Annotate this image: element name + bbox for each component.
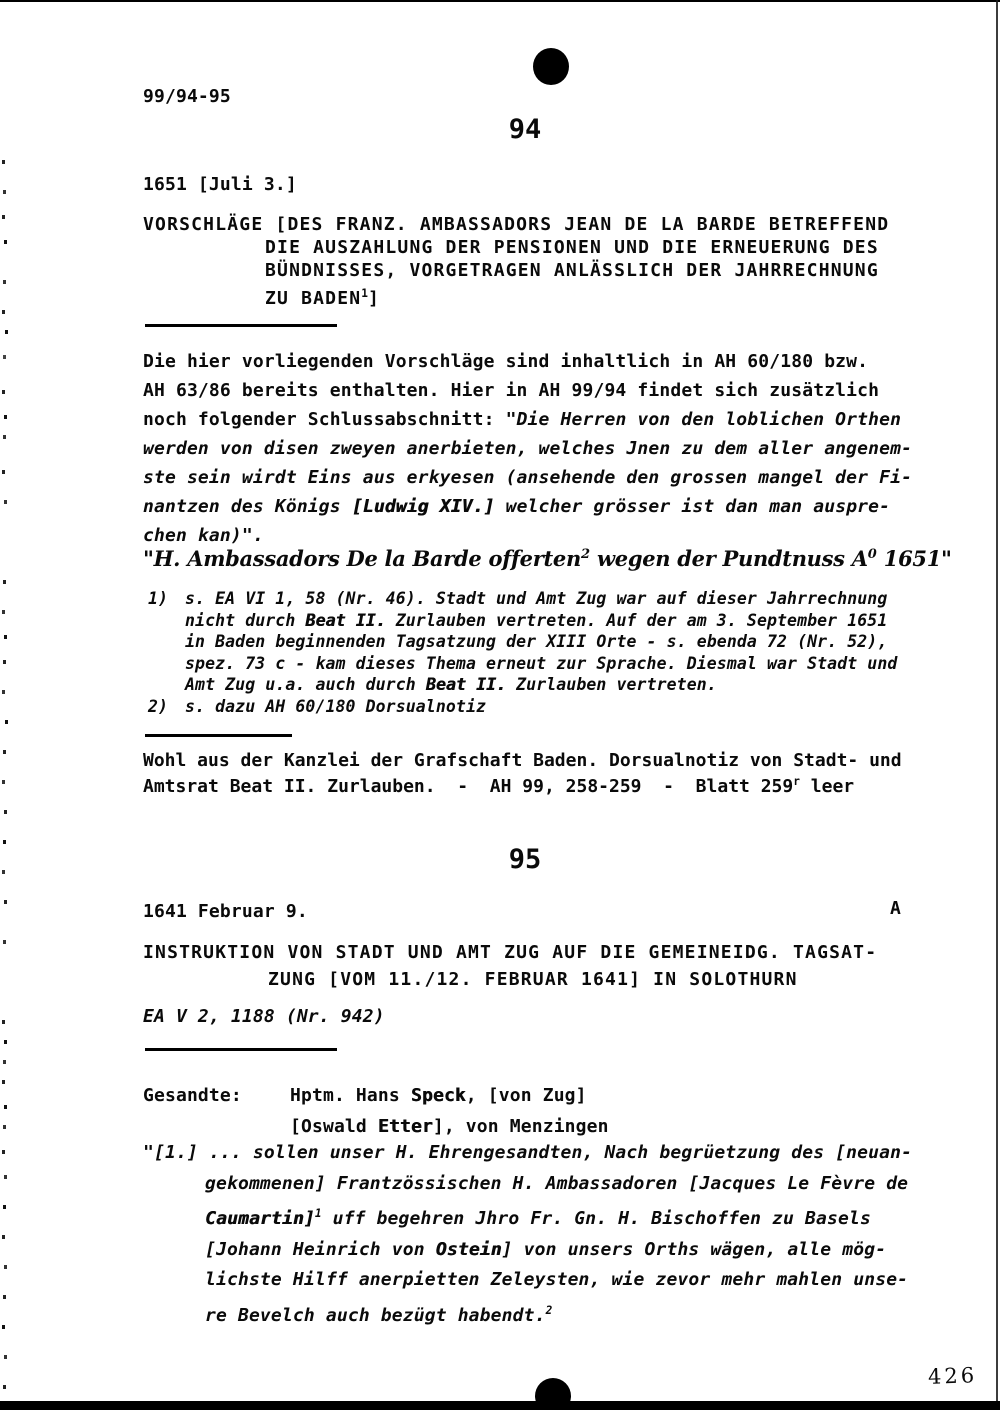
person-name-beat-ii: Beat II. — [305, 610, 386, 630]
quote-text: ] von unsers Orths wägen, alle mög- — [501, 1238, 887, 1260]
provenance-text: leer — [799, 775, 855, 797]
entry-number-95: 95 — [508, 844, 542, 875]
footnote-marker-2: 2) — [148, 696, 169, 716]
entry95-title-line: INSTRUKTION VON STADT UND AMT ZUG AUF DIE GEMEINEIDG. TAGSAT- — [143, 942, 878, 963]
footnote-text: Zurlauben vertreten. — [506, 675, 717, 694]
entry94-title-line: DIE AUSZAHLUNG DER PENSIONEN UND DIE ERNEUERUNG DES — [265, 237, 879, 258]
footnote-line — [148, 610, 897, 632]
dorsual-note-script-line — [143, 546, 952, 571]
footnote-line — [148, 588, 897, 610]
entry94-title-line: VORSCHLÄGE [DES FRANZ. AMBASSADORS JEAN DE LA BARDE BETREFFEND — [143, 214, 890, 235]
entry95-document-marker: A — [890, 898, 901, 919]
entry95-date: 1641 Februar 9. — [143, 901, 308, 922]
footnote-marker-1: 1) — [148, 589, 169, 608]
quote-line: gekommenen] Frantzössischen H. Ambassadoren [Jacques Le Fèvre de — [205, 1172, 909, 1194]
body-text: noch folgender Schlussabschnitt: — [143, 409, 506, 430]
entry94-date: 1651 [Juli 3.] — [143, 174, 297, 195]
script-text: wegen der Pundtnuss A — [590, 546, 868, 571]
entry94-body — [143, 347, 912, 550]
page-ref: 99/94-95 — [143, 86, 231, 107]
footnote-line — [148, 696, 897, 718]
footnote-text: Zurlauben vertreten. Auf der am 3. September 1651 — [385, 610, 888, 630]
horizontal-rule-2 — [145, 734, 292, 737]
envoy-text: [Oswald — [290, 1116, 378, 1137]
envoy-line — [143, 1080, 609, 1111]
footnote-text: Amt Zug u.a. auch durch — [185, 675, 426, 694]
footnote-text: nicht durch — [185, 610, 306, 630]
horizontal-rule-3 — [145, 1048, 337, 1051]
body-line: Die hier vorliegenden Vorschläge sind inhaltlich in AH 60/180 bzw. — [143, 351, 869, 372]
horizontal-rule-1 — [145, 324, 337, 327]
page-number-94: 94 — [508, 114, 542, 145]
footnote-text: s. dazu AH 60/180 Dorsualnotiz — [185, 696, 487, 716]
quote-line: "[1.] ... sollen unser H. Ehrengesandten, Nach begrüetzung des [neuan- — [143, 1142, 913, 1163]
entry95-title-line: ZUNG [VOM 11./12. FEBRUAR 1641] IN SOLOTHURN — [268, 969, 798, 990]
quoted-source-text: nantzen des Königs — [143, 496, 352, 517]
quoted-source-line: chen kan)". — [143, 525, 264, 546]
entry94-footnotes — [148, 588, 897, 717]
envoys-label: Gesandte: — [143, 1085, 242, 1106]
quoted-source-line — [143, 492, 912, 521]
quoted-source-text: welcher grösser ist dan man auspre- — [494, 496, 891, 517]
entry94-title — [143, 213, 889, 310]
entry95-title — [143, 939, 877, 993]
binder-dot-top-icon — [533, 48, 569, 85]
entry94-title-line: BÜNDNISSES, VORGETRAGEN ANLÄSSLICH DER JAHRRECHNUNG — [265, 260, 879, 281]
scan-edge-right-line — [996, 0, 998, 1410]
quote-text: re Bevelch auch bezügt habendt. — [205, 1304, 546, 1326]
provenance-line — [143, 772, 902, 798]
anno-superscript: 0 — [867, 547, 877, 562]
quote-text: uff begehren Jhro Fr. Gn. H. Bischoffen zu Basels — [321, 1208, 871, 1229]
person-name-speck: Speck — [410, 1085, 466, 1106]
person-name-beat-ii: Beat II. — [425, 675, 507, 694]
script-text: 1651" — [876, 546, 952, 571]
provenance-text: Amtsrat Beat II. Zurlauben. - AH 99, 258-259 - Blatt 259 — [143, 775, 794, 797]
scan-noise-left-edge — [2, 160, 5, 164]
body-line — [143, 405, 912, 434]
footnote-ref-2: 2 — [545, 1303, 553, 1317]
quote-line — [143, 1235, 912, 1266]
entry95-instruction-quote — [143, 1138, 912, 1331]
footnote-line: spez. 73 c - kam dieses Thema erneut zur Sprache. Diesmal war Stadt und — [185, 653, 898, 673]
entry95-source-citation: EA V 2, 1188 (Nr. 942) — [143, 1006, 385, 1027]
footnote-ref-1: 1 — [361, 287, 369, 300]
footnote-line — [148, 674, 897, 696]
envoy-text: , [von Zug] — [465, 1085, 587, 1106]
provenance-line: Wohl aus der Kanzlei der Grafschaft Baden. Dorsualnotiz von Stadt- und — [143, 750, 902, 771]
envoy-text: Hptm. Hans — [290, 1085, 411, 1106]
body-line: AH 63/86 bereits enthalten. Hier in AH 99/94 findet sich zusätzlich — [143, 380, 880, 401]
quote-text: [Johann Heinrich von — [205, 1238, 436, 1260]
person-name-caumartin: Caumartin] — [205, 1208, 315, 1229]
handwritten-page-number: 426 — [927, 1363, 978, 1389]
person-name-ludwig-xiv: [Ludwig XIV.] — [351, 496, 495, 517]
entry94-provenance — [143, 751, 902, 797]
quoted-source-text: "Die Herren von den loblichen Orthen — [505, 409, 902, 430]
folio-recto-superscript: r — [793, 774, 800, 788]
quoted-source-line: werden von disen zweyen anerbieten, welches Jnen zu dem aller angenem- — [143, 438, 913, 459]
entry95-envoys — [143, 1080, 609, 1142]
quote-line: lichste Hilff anerpietten Zeleysten, wie zevor mehr mahlen unse- — [205, 1269, 909, 1290]
footnote-line: in Baden beginnenden Tagsatzung der XIII Orte - s. ebenda 72 (Nr. 52), — [185, 632, 888, 651]
entry94-title-bracket: ] — [368, 288, 381, 309]
quoted-source-line: ste sein wirdt Eins aus erkyesen (ansehende den grossen mangel der Fi- — [143, 467, 913, 488]
person-name-etter: Etter — [377, 1116, 433, 1137]
footnote-ref-1: 1 — [314, 1207, 322, 1220]
footnote-ref-2: 2 — [580, 547, 590, 562]
entry94-title-line — [143, 282, 889, 310]
quote-line — [143, 1199, 912, 1235]
person-name-ostein: Ostein — [435, 1238, 502, 1260]
scan-edge-top-line — [0, 0, 1000, 2]
scan-edge-bottom-bar — [0, 1401, 1000, 1410]
envoy-text: ], von Menzingen — [432, 1116, 609, 1137]
script-text: "H. Ambassadors De la Barde offerten — [143, 546, 581, 571]
footnote-text: s. EA VI 1, 58 (Nr. 46). Stadt und Amt Zug war auf dieser Jahrrechnung — [185, 589, 888, 608]
entry94-title-text: ZU BADEN — [265, 288, 362, 309]
quote-line — [143, 1296, 912, 1332]
